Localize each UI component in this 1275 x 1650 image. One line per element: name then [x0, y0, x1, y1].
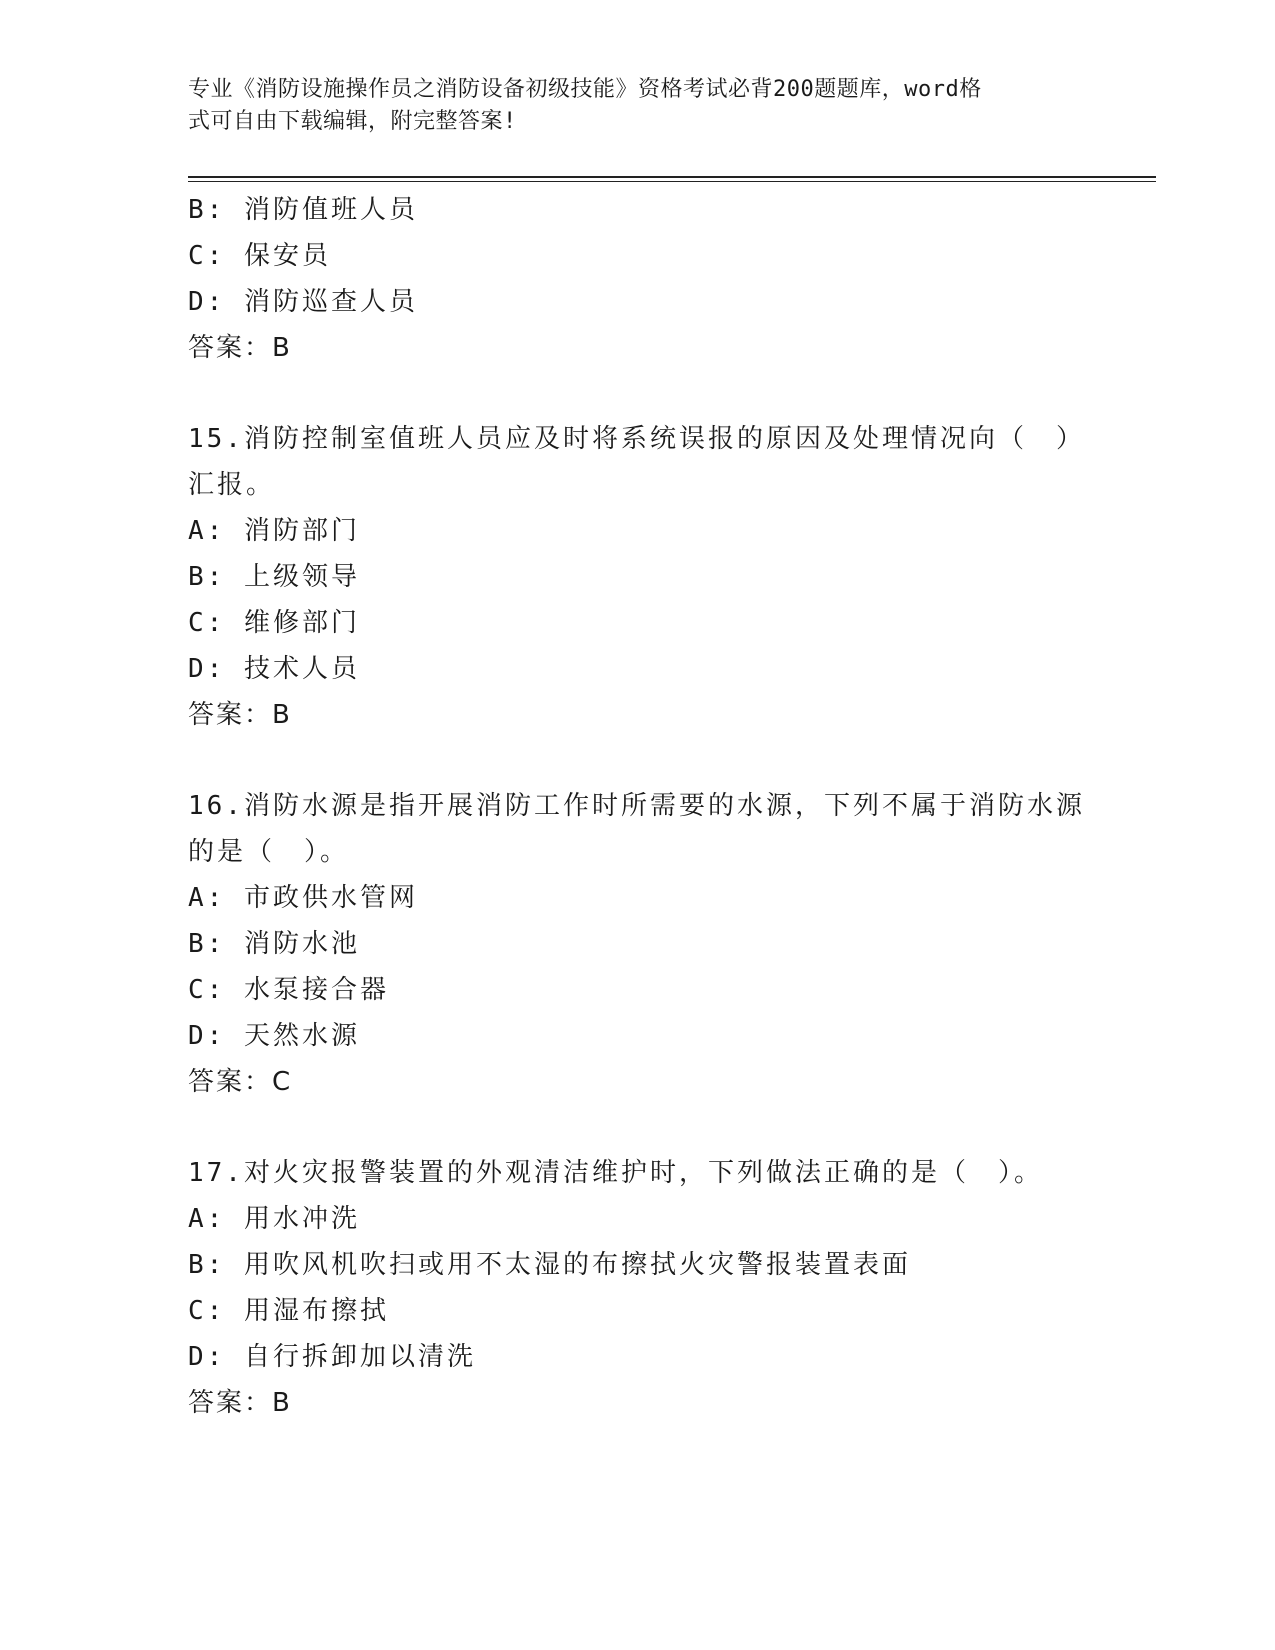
option-c: C: 维修部门: [188, 608, 360, 638]
option-a: A: 消防部门: [188, 516, 360, 546]
answer: 答案：B: [188, 700, 292, 730]
question-17: [188, 1150, 1088, 1426]
answer: 答案：C: [188, 1067, 293, 1097]
option-d: D: 自行拆卸加以清洗: [188, 1342, 476, 1372]
answer: 答案：B: [188, 333, 292, 363]
header-rule-thin: [188, 181, 1156, 182]
header-line-1: 专业《消防设施操作员之消防设备初级技能》资格考试必背200题题库，word格: [188, 77, 982, 102]
question-stem-continued: 的是（ ）。: [188, 837, 350, 867]
option-d: D: 技术人员: [188, 654, 360, 684]
option-d: D: 天然水源: [188, 1021, 360, 1051]
spacer: [188, 1105, 1088, 1150]
header-rule-thick: [188, 176, 1156, 178]
question-stem-continued: 汇报。: [188, 470, 276, 500]
option-c: C: 保安员: [188, 241, 331, 271]
question-stem: 16.消防水源是指开展消防工作时所需要的水源，下列不属于消防水源: [188, 791, 1085, 821]
option-c: C: 用湿布擦拭: [188, 1296, 389, 1326]
option-b: B: 上级领导: [188, 562, 360, 592]
question-16: [188, 783, 1088, 1105]
header-line-2: 式可自由下载编辑，附完整答案!: [188, 109, 517, 134]
spacer: [188, 371, 1088, 416]
question-list: [188, 187, 1088, 1426]
option-d: D: 消防巡查人员: [188, 287, 418, 317]
question-15: [188, 416, 1088, 738]
question-stem: 15.消防控制室值班人员应及时将系统误报的原因及处理情况向（ ）: [188, 424, 1085, 454]
option-b: B: 用吹风机吹扫或用不太湿的布擦拭火灾警报装置表面: [188, 1250, 911, 1280]
option-b: B: 消防值班人员: [188, 195, 418, 225]
spacer: [188, 738, 1088, 783]
question-14-tail: [188, 187, 1088, 371]
option-a: A: 市政供水管网: [188, 883, 418, 913]
document-header: [188, 74, 1068, 138]
answer: 答案：B: [188, 1388, 292, 1418]
question-stem: 17.对火灾报警装置的外观清洁维护时，下列做法正确的是（ ）。: [188, 1158, 1043, 1188]
option-b: B: 消防水池: [188, 929, 360, 959]
option-c: C: 水泵接合器: [188, 975, 389, 1005]
option-a: A: 用水冲洗: [188, 1204, 360, 1234]
